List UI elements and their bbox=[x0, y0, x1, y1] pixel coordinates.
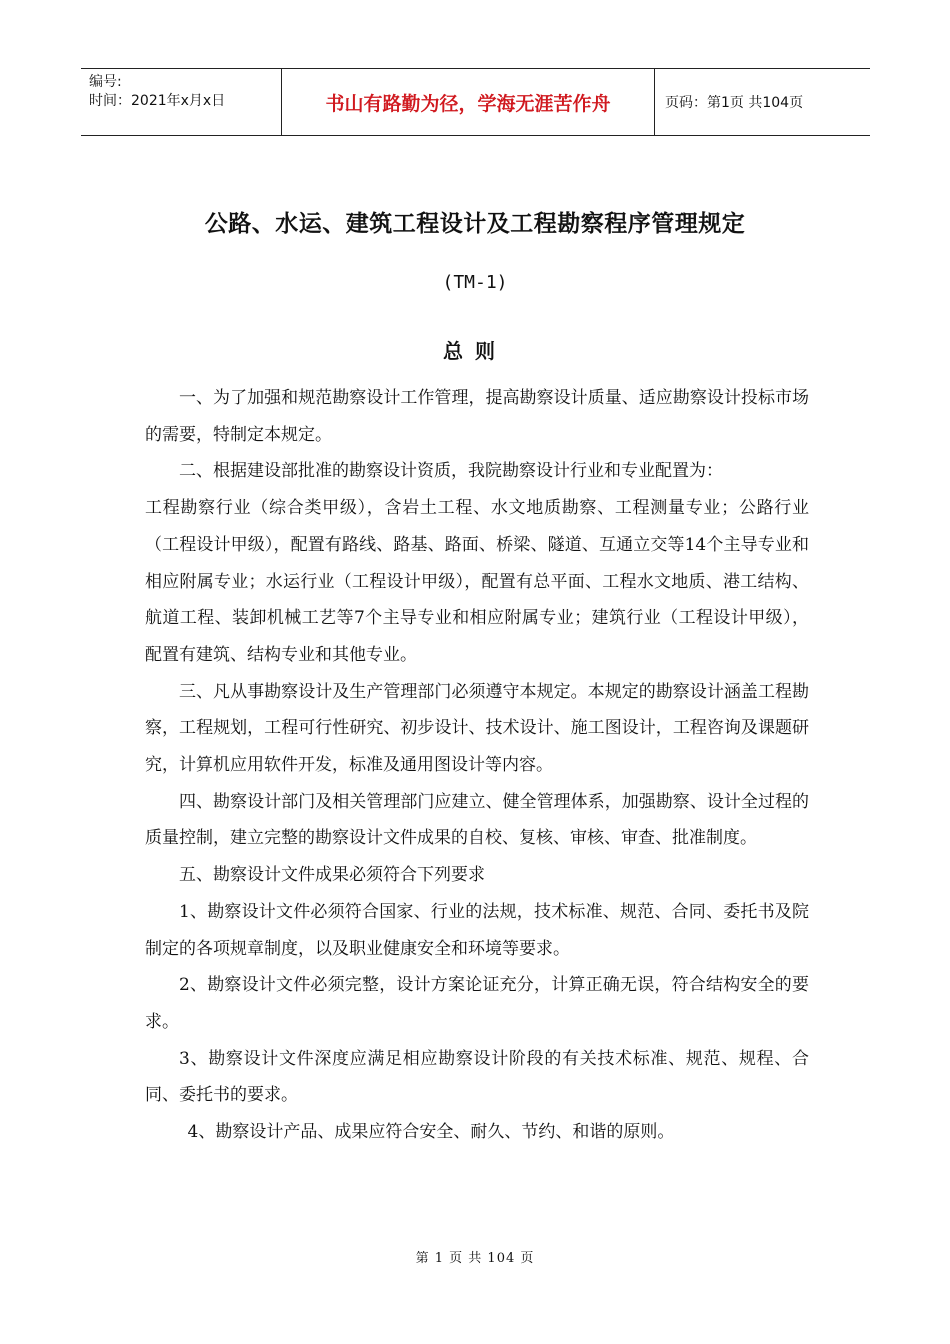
paragraph: 3、勘察设计文件深度应满足相应勘察设计阶段的有关技术标准、规范、规程、合同、委托书的要求。 bbox=[145, 1048, 809, 1106]
header-meta-cell bbox=[81, 69, 282, 135]
document-body bbox=[145, 380, 809, 1151]
paragraph: 三、凡从事勘察设计及生产管理部门必须遵守本规定。本规定的勘察设计涵盖工程勘察，工程规划，工程可行性研究、初步设计、技术设计、施工图设计，工程咨询及课题研究，计算机应用软件开发，标准及通用图设计等内容。 bbox=[145, 681, 809, 776]
section-heading: 总则 bbox=[443, 339, 507, 363]
document-title: 公路、水运、建筑工程设计及工程勘察程序管理规定 bbox=[204, 211, 746, 237]
paragraph: 4、勘察设计产品、成果应符合安全、耐久、节约、和谐的原则。 bbox=[187, 1122, 675, 1143]
date-label: 时间：2021年x月x日 bbox=[89, 93, 226, 109]
motto-text: 书山有路勤为径，学海无涯苦作舟 bbox=[325, 92, 611, 115]
page-info-cell bbox=[655, 69, 870, 135]
document-code: (TM-1) bbox=[442, 272, 508, 293]
paragraph: 2、勘察设计文件必须完整，设计方案论证充分，计算正确无误，符合结构安全的要求。 bbox=[145, 975, 809, 1032]
header-table bbox=[81, 68, 870, 136]
paragraph: 工程勘察行业（综合类甲级），含岩土工程、水文地质勘察、工程测量专业；公路行业（工程设计甲级），配置有路线、路基、路面、桥梁、隧道、互通立交等14个主导专业和相应附属专业；水运行业（工程设计甲级），配置有总平面、工程水文地质、港工结构、航道工程、装卸机械工艺等7个主导专业和相应附属专业；建筑行业（工程设计甲级），配置有建筑、结构专业和其他专业。 bbox=[145, 498, 809, 665]
page-footer: 第 1 页 共 104 页 bbox=[415, 1251, 535, 1266]
number-label: 编号: bbox=[89, 74, 122, 90]
paragraph: 五、勘察设计文件成果必须符合下列要求 bbox=[179, 865, 485, 886]
paragraph: 1、勘察设计文件必须符合国家、行业的法规，技术标准、规范、合同、委托书及院制定的各项规章制度，以及职业健康安全和环境等要求。 bbox=[145, 901, 809, 959]
paragraph: 四、勘察设计部门及相关管理部门应建立、健全管理体系，加强勘察、设计全过程的质量控制，建立完整的勘察设计文件成果的自校、复核、审核、审查、批准制度。 bbox=[145, 791, 809, 849]
paragraph: 二、根据建设部批准的勘察设计资质，我院勘察设计行业和专业配置为： bbox=[179, 461, 723, 482]
motto-cell bbox=[282, 69, 655, 135]
paragraph: 一、为了加强和规范勘察设计工作管理，提高勘察设计质量、适应勘察设计投标市场的需要，特制定本规定。 bbox=[145, 388, 809, 445]
page-info-text: 页码：第1页 共104页 bbox=[665, 95, 804, 111]
